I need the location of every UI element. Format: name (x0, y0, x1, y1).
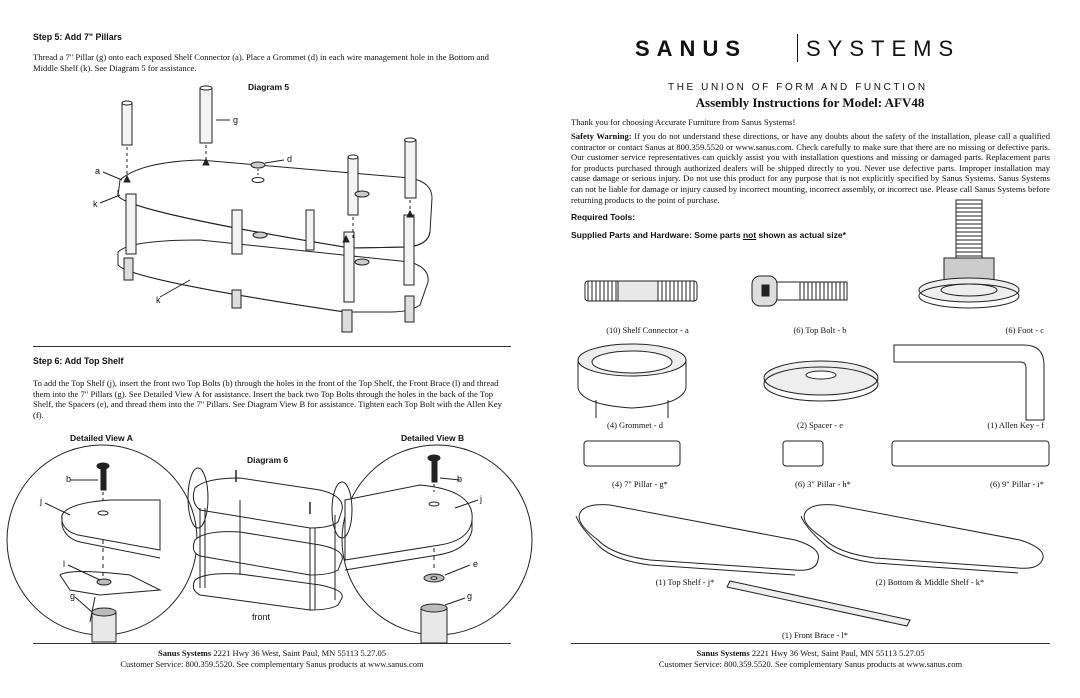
left-footer-divider (33, 643, 511, 644)
detail-a-label-b: b (66, 474, 72, 484)
part-label-pillar-7: (4) 7" Pillar - g* (612, 479, 668, 489)
top-bolt-icon (752, 276, 847, 306)
part-label-pillar-9: (6) 9" Pillar - i* (990, 479, 1044, 489)
part-label-bottom-middle-shelf: (2) Bottom & Middle Shelf - k* (875, 577, 985, 587)
d5-label-d: d (287, 154, 293, 164)
top-shelf-icon (576, 505, 819, 575)
part-label-allen-key: (1) Allen Key - f (987, 420, 1044, 430)
left-footer-service: Customer Service: 800.359.5520. See complementary Sanus products at www.sanus.com (120, 659, 424, 669)
right-footer-service: Customer Service: 800.359.5520. See complementary Sanus products at www.sanus.com (658, 659, 963, 669)
bottom-middle-shelf-icon (801, 505, 1043, 573)
front-brace-icon (727, 581, 910, 626)
left-footer-address: Sanus Systems 2221 Hwy 36 West, Saint Paul, MN 55113 5.27.05 (158, 648, 386, 658)
pillar-9-icon (892, 441, 1049, 466)
logo-sanus: SANUS (635, 36, 748, 61)
part-label-foot: (6) Foot - c (1005, 325, 1044, 335)
part-label-front-brace: (1) Front Brace - l* (781, 630, 849, 640)
grommet-icon (578, 344, 686, 418)
step5-text: Thread a 7" Pillar (g) onto each exposed Shelf Connector (a). Place a Grommet (d) in each wire management hole in the Bottom and Middle Shelf (k). See Diagram 5 for assistance. (33, 52, 489, 73)
detail-a-label-g: g (70, 591, 76, 601)
part-label-shelf-connector: (10) Shelf Connector - a (606, 325, 689, 335)
detail-b-label-e: e (473, 559, 479, 569)
part-label-spacer: (2) Spacer - e (796, 420, 843, 430)
shelf-connector-icon (585, 281, 697, 301)
d5-label-a: a (95, 166, 101, 176)
part-label-pillar-3: (6) 3" Pillar - h* (795, 479, 851, 489)
allen-key-icon (894, 345, 1044, 420)
foot-icon (919, 200, 1019, 308)
part-label-top-bolt: (6) Top Bolt - b (793, 325, 847, 335)
pillar-3-icon (783, 441, 823, 466)
assembly-title: Assembly Instructions for Model: AFV48 (695, 95, 925, 110)
diagram5-title: Diagram 5 (248, 82, 290, 92)
d5-label-k-top: k (93, 199, 98, 209)
step6-text: To add the Top Shelf (j), insert the front two Top Bolts (b) through the holes in the front of the Top Shelf, the Front Brace (l) and thread them into the 7" Pillars (g). See Detailed View A for assistance. Insert the back two Top Bolts through the holes in the back of the Top Shelf, the Spacers (e), and thread them into the 7" Pillars. See Diagram View B for assistance. Tighten each Top Bolt with the Allen Key (f). (33, 378, 502, 420)
right-footer-address: Sanus Systems 2221 Hwy 36 West, Saint Paul, MN 55113 5.27.05 (696, 648, 925, 658)
pillar-7-icon (584, 441, 680, 466)
detail-view-b-title: Detailed View B (401, 433, 465, 443)
logo-systems: SYSTEMS (806, 36, 961, 61)
detail-a-label-l: l (63, 559, 65, 569)
part-label-grommet: (4) Grommet - d (607, 420, 663, 430)
d5-label-g: g (233, 115, 239, 125)
diagram6-title: Diagram 6 (247, 455, 289, 465)
safety-warning: Safety Warning: If you do not understand these directions, or have any doubts about the safety of the installation, please call a qualified contractor or contact Sanus at 800.359.5520 or www.sanus.com. Check carefully to make sure that there are no missing or defective parts. Our customer service representatives can quickly assist you with installation questions and missing or damaged parts. Replacement parts for products purchased through authorized dealers will be shipped directly to you. Never use defective parts. Improper installation may cause damage or serious injury. Do not use this product for any purpose that is not explicitly specified by Sanus Systems. Sanus Systems can not be liable for damage or injury caused by incorrect mounting, incorrect assembly, or incorrect use. Please call Sanus Systems before returning products to the point of purchase. (571, 131, 1050, 205)
detail-view-a-title: Detailed View A (70, 433, 133, 443)
step6-title: Step 6: Add Top Shelf (33, 356, 124, 366)
step5-title: Step 5: Add 7" Pillars (33, 32, 122, 42)
detail-b-label-j: j (480, 494, 482, 504)
part-label-top-shelf: (1) Top Shelf - j* (655, 577, 715, 587)
d5-label-k-bottom: k (156, 295, 161, 305)
right-footer-divider (571, 643, 1050, 644)
detail-b-label-b: b (457, 474, 463, 484)
detail-b-label-g: g (467, 591, 473, 601)
spacer-icon (764, 361, 878, 401)
tagline: THE UNION OF FORM AND FUNCTION (668, 82, 928, 93)
required-tools: Required Tools: (571, 212, 636, 222)
thanks-text: Thank you for choosing Accurate Furniture from Sanus Systems! (571, 117, 796, 127)
detail-a-label-j: j (40, 496, 42, 506)
diagram6-front-label: front (252, 612, 271, 622)
supplied-parts-heading: Supplied Parts and Hardware: Some parts not shown as actual size* (571, 230, 846, 240)
